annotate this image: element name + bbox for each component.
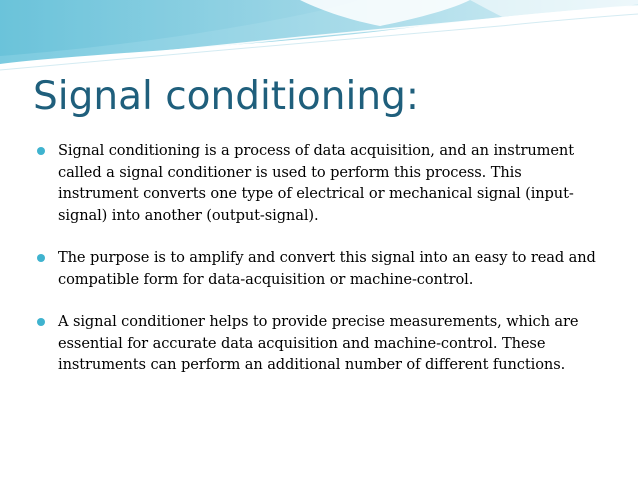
bullet-dot-icon — [37, 254, 45, 262]
bullet-list — [36, 140, 596, 376]
slide-title: Signal conditioning: — [33, 74, 419, 119]
bullet-item — [36, 311, 596, 376]
bullet-dot-icon — [37, 147, 45, 155]
header-wave-decoration — [0, 0, 638, 80]
bullet-dot-icon — [37, 318, 45, 326]
bullet-text: The purpose is to amplify and convert this signal into an easy to read and compatible form for data-acquisition or machine-control. — [58, 249, 596, 288]
bullet-item — [36, 140, 596, 226]
bullet-text: Signal conditioning is a process of data acquisition, and an instrument called a signal conditioner is used to perform this process. This instrument converts one type of electrical or mechanical signal (input-signal) into another (output-signal). — [58, 142, 574, 224]
bullet-item — [36, 247, 596, 290]
bullet-text: A signal conditioner helps to provide precise measurements, which are essential for accurate data acquisition and machine-control. These instruments can perform an additional number of different functions. — [58, 313, 579, 373]
